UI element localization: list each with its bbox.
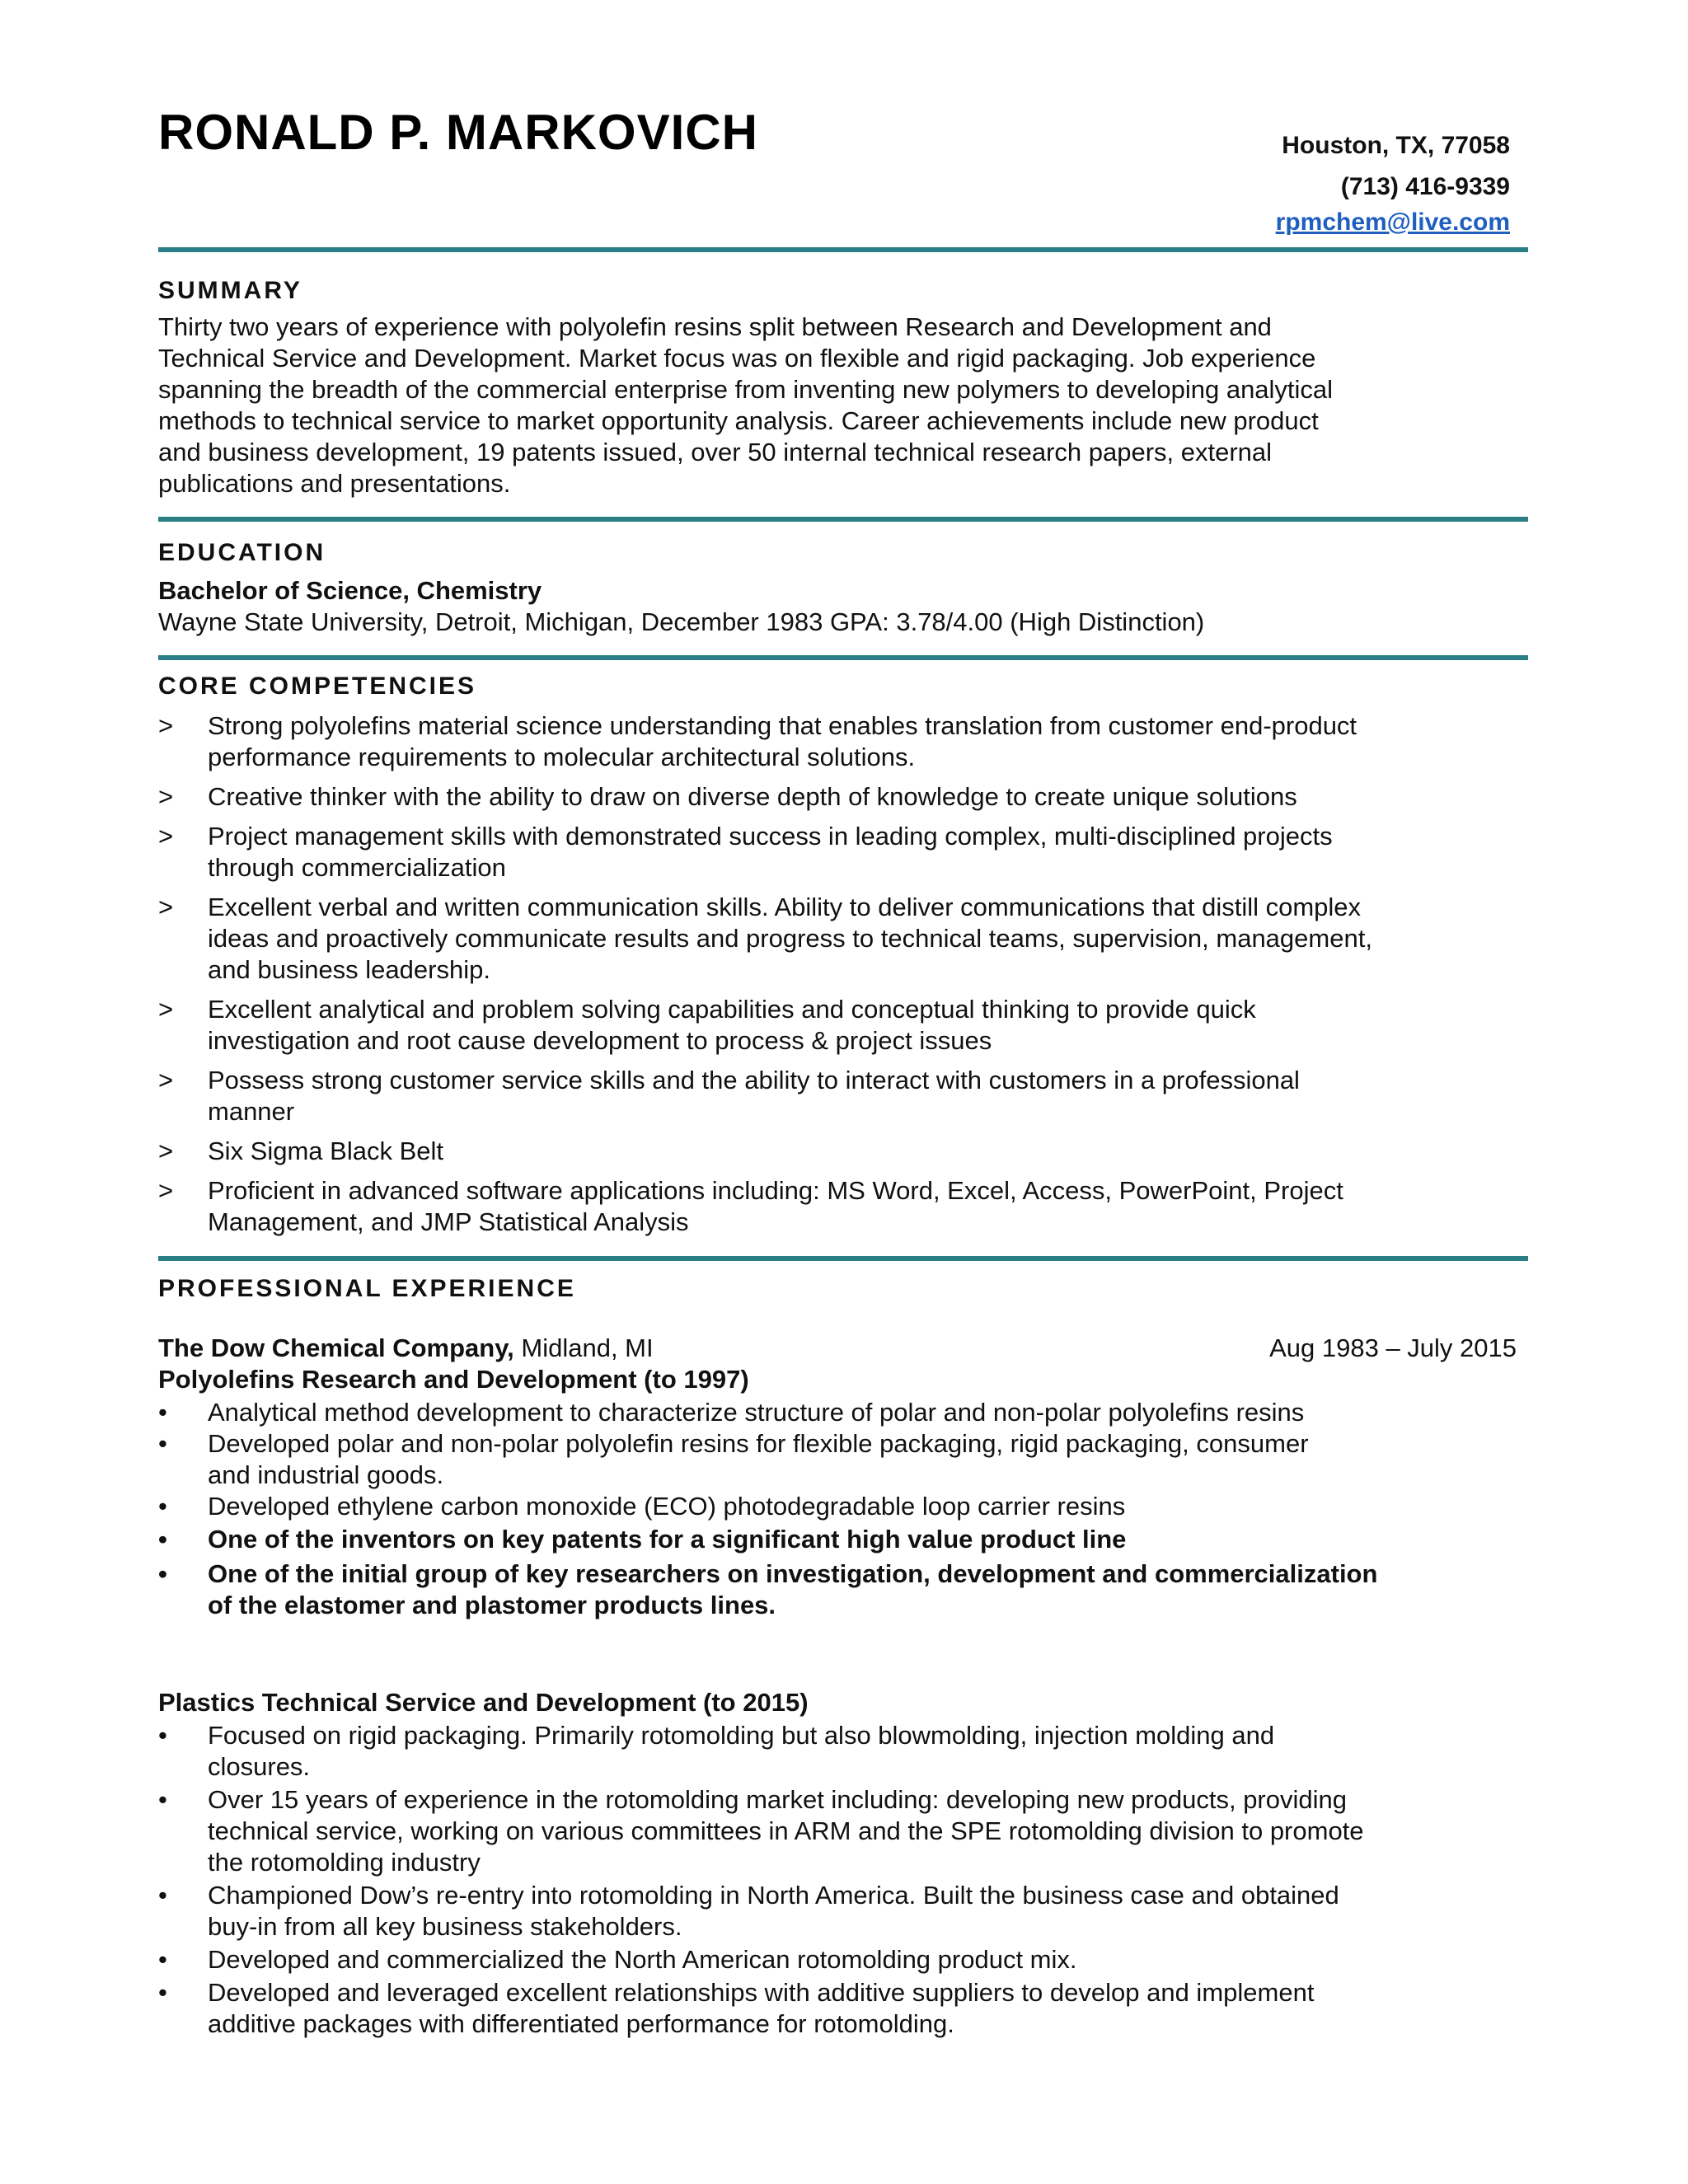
list-item [158,1065,1526,1127]
item-line: Strong polyolefins material science understanding that enables translation from customer end-product [208,711,1357,740]
list-item [158,1524,1517,1555]
item-line: Possess strong customer service skills and the ability to interact with customers in a professional [208,1066,1300,1094]
item-line: through commercialization [208,853,506,882]
bullet-glyph: • [158,1429,167,1458]
contact-block [1276,125,1510,237]
summary-line: spanning the breadth of the commercial enterprise from inventing new polymers to developing analytical [158,375,1334,404]
job-header [158,1333,1517,1364]
item-line: One of the initial group of key researchers on investigation, development and commercialization [208,1559,1378,1588]
item-line: Creative thinker with the ability to draw on diverse depth of knowledge to create unique solutions [208,782,1297,811]
list-item [158,1428,1517,1491]
item-line: buy-in from all key business stakeholders. [208,1912,682,1941]
item-line: Developed and leveraged excellent relationships with additive suppliers to develop and implement [208,1978,1315,2007]
item-line: Developed and commercialized the North American rotomolding product mix. [208,1945,1077,1974]
item-line: Analytical method development to characterize structure of polar and non-polar polyolefins resins [208,1398,1305,1427]
summary-line: Thirty two years of experience with polyolefin resins split between Research and Development and [158,312,1272,341]
education-title: EDUCATION [158,539,326,566]
summary-line: and business development, 19 patents issued, over 50 internal technical research papers, external [158,438,1273,466]
item-line: Excellent analytical and problem solving capabilities and conceptual thinking to provide quick [208,995,1256,1024]
section-divider [158,1256,1528,1261]
list-item [158,1977,1517,2040]
section-divider [158,247,1528,252]
item-line: manner [208,1097,295,1126]
item-line: Proficient in advanced software applications including: MS Word, Excel, Access, PowerPoint, Project [208,1176,1343,1205]
competencies-title: CORE COMPETENCIES [158,673,477,700]
item-line: Over 15 years of experience in the rotomolding market including: developing new products, providing [208,1785,1347,1814]
company-name: The Dow Chemical Company, [158,1333,514,1362]
degree: Bachelor of Science, Chemistry [158,576,542,605]
item-line: ideas and proactively communicate results and progress to technical teams, supervision, management, [208,924,1372,953]
list-item [158,1491,1517,1522]
bullet-glyph: • [158,1492,167,1521]
summary-title: SUMMARY [158,277,302,304]
marker-glyph: > [158,711,174,740]
marker-glyph: > [158,1137,174,1165]
phone: (713) 416-9339 [1340,173,1510,200]
list-item [158,1880,1517,1943]
list-item [158,1397,1517,1428]
marker-glyph: > [158,1066,174,1094]
bullet-glyph: • [158,1978,167,2007]
resume-header [158,104,1510,236]
job-dates: Aug 1983 – July 2015 [1269,1333,1517,1362]
experience-section [158,1275,1517,2040]
rd-list [158,1397,1517,1621]
item-line: Developed ethylene carbon monoxide (ECO) photodegradable loop carrier resins [208,1492,1126,1521]
list-item [158,1136,1526,1167]
item-line: technical service, working on various committees in ARM and the SPE rotomolding division to promote [208,1816,1364,1845]
experience-title: PROFESSIONAL EXPERIENCE [158,1275,576,1302]
item-line: Excellent verbal and written communication skills. Ability to deliver communications that distill complex [208,893,1362,921]
list-item [158,821,1526,883]
marker-glyph: > [158,1176,174,1205]
item-line: performance requirements to molecular architectural solutions. [208,743,916,771]
competencies-list [158,710,1526,1238]
marker-glyph: > [158,893,174,921]
candidate-name: RONALD P. MARKOVICH [158,105,758,160]
location: Houston, TX, 77058 [1282,132,1510,159]
bullet-glyph: • [158,1398,167,1427]
item-line: additive packages with differentiated performance for rotomolding. [208,2009,954,2038]
bullet-glyph: • [158,1559,167,1588]
list-item [158,1944,1517,1975]
list-item [158,994,1526,1057]
bullet-glyph: • [158,1785,167,1814]
list-item [158,1784,1517,1878]
email-link[interactable]: rpmchem@live.com [1275,209,1510,236]
list-item [158,1720,1517,1783]
item-line: investigation and root cause development to process & project issues [208,1026,992,1055]
item-line: Focused on rigid packaging. Primarily rotomolding but also blowmolding, injection molding and [208,1721,1275,1750]
ts-heading: Plastics Technical Service and Development (to 2015) [158,1688,809,1717]
item-line: One of the inventors on key patents for a significant high value product line [208,1525,1127,1554]
item-line: closures. [208,1752,311,1781]
bullet-glyph: • [158,1721,167,1750]
list-item [158,781,1526,813]
item-line: Championed Dow’s re-entry into rotomolding in North America. Built the business case and obtained [208,1881,1339,1910]
bullet-glyph: • [158,1525,167,1554]
item-line: Developed polar and non-polar polyolefin resins for flexible packaging, rigid packaging, consumer [208,1429,1309,1458]
rd-heading: Polyolefins Research and Development (to 1997) [158,1365,749,1394]
list-item [158,892,1526,986]
marker-glyph: > [158,995,174,1024]
item-line: and industrial goods. [208,1460,444,1489]
summary-text [158,312,1526,499]
ts-list [158,1720,1517,2040]
school: Wayne State University, Detroit, Michigan, December 1983 GPA: 3.78/4.00 (High Distinction) [158,607,1205,636]
summary-line: methods to technical service to market opportunity analysis. Career achievements include new product [158,406,1319,435]
item-line: Management, and JMP Statistical Analysis [208,1207,689,1236]
bullet-glyph: • [158,1881,167,1910]
item-line: of the elastomer and plastomer products lines. [208,1591,776,1619]
bullet-glyph: • [158,1945,167,1974]
summary-line: Technical Service and Development. Market focus was on flexible and rigid packaging. Job experience [158,344,1316,373]
summary-line: publications and presentations. [158,469,511,498]
item-line: and business leadership. [208,955,490,984]
marker-glyph: > [158,782,174,811]
competencies-section [158,673,1526,1238]
list-item [158,710,1526,773]
marker-glyph: > [158,822,174,851]
company-location: Midland, MI [513,1333,654,1362]
section-divider [158,517,1528,522]
list-item [158,1175,1526,1238]
list-item [158,1558,1517,1621]
section-divider [158,655,1528,660]
item-line: Six Sigma Black Belt [208,1137,443,1165]
education-section [158,539,1526,638]
item-line: the rotomolding industry [208,1848,481,1877]
item-line: Project management skills with demonstrated success in leading complex, multi-disciplined projects [208,822,1333,851]
summary-section [158,277,1526,499]
